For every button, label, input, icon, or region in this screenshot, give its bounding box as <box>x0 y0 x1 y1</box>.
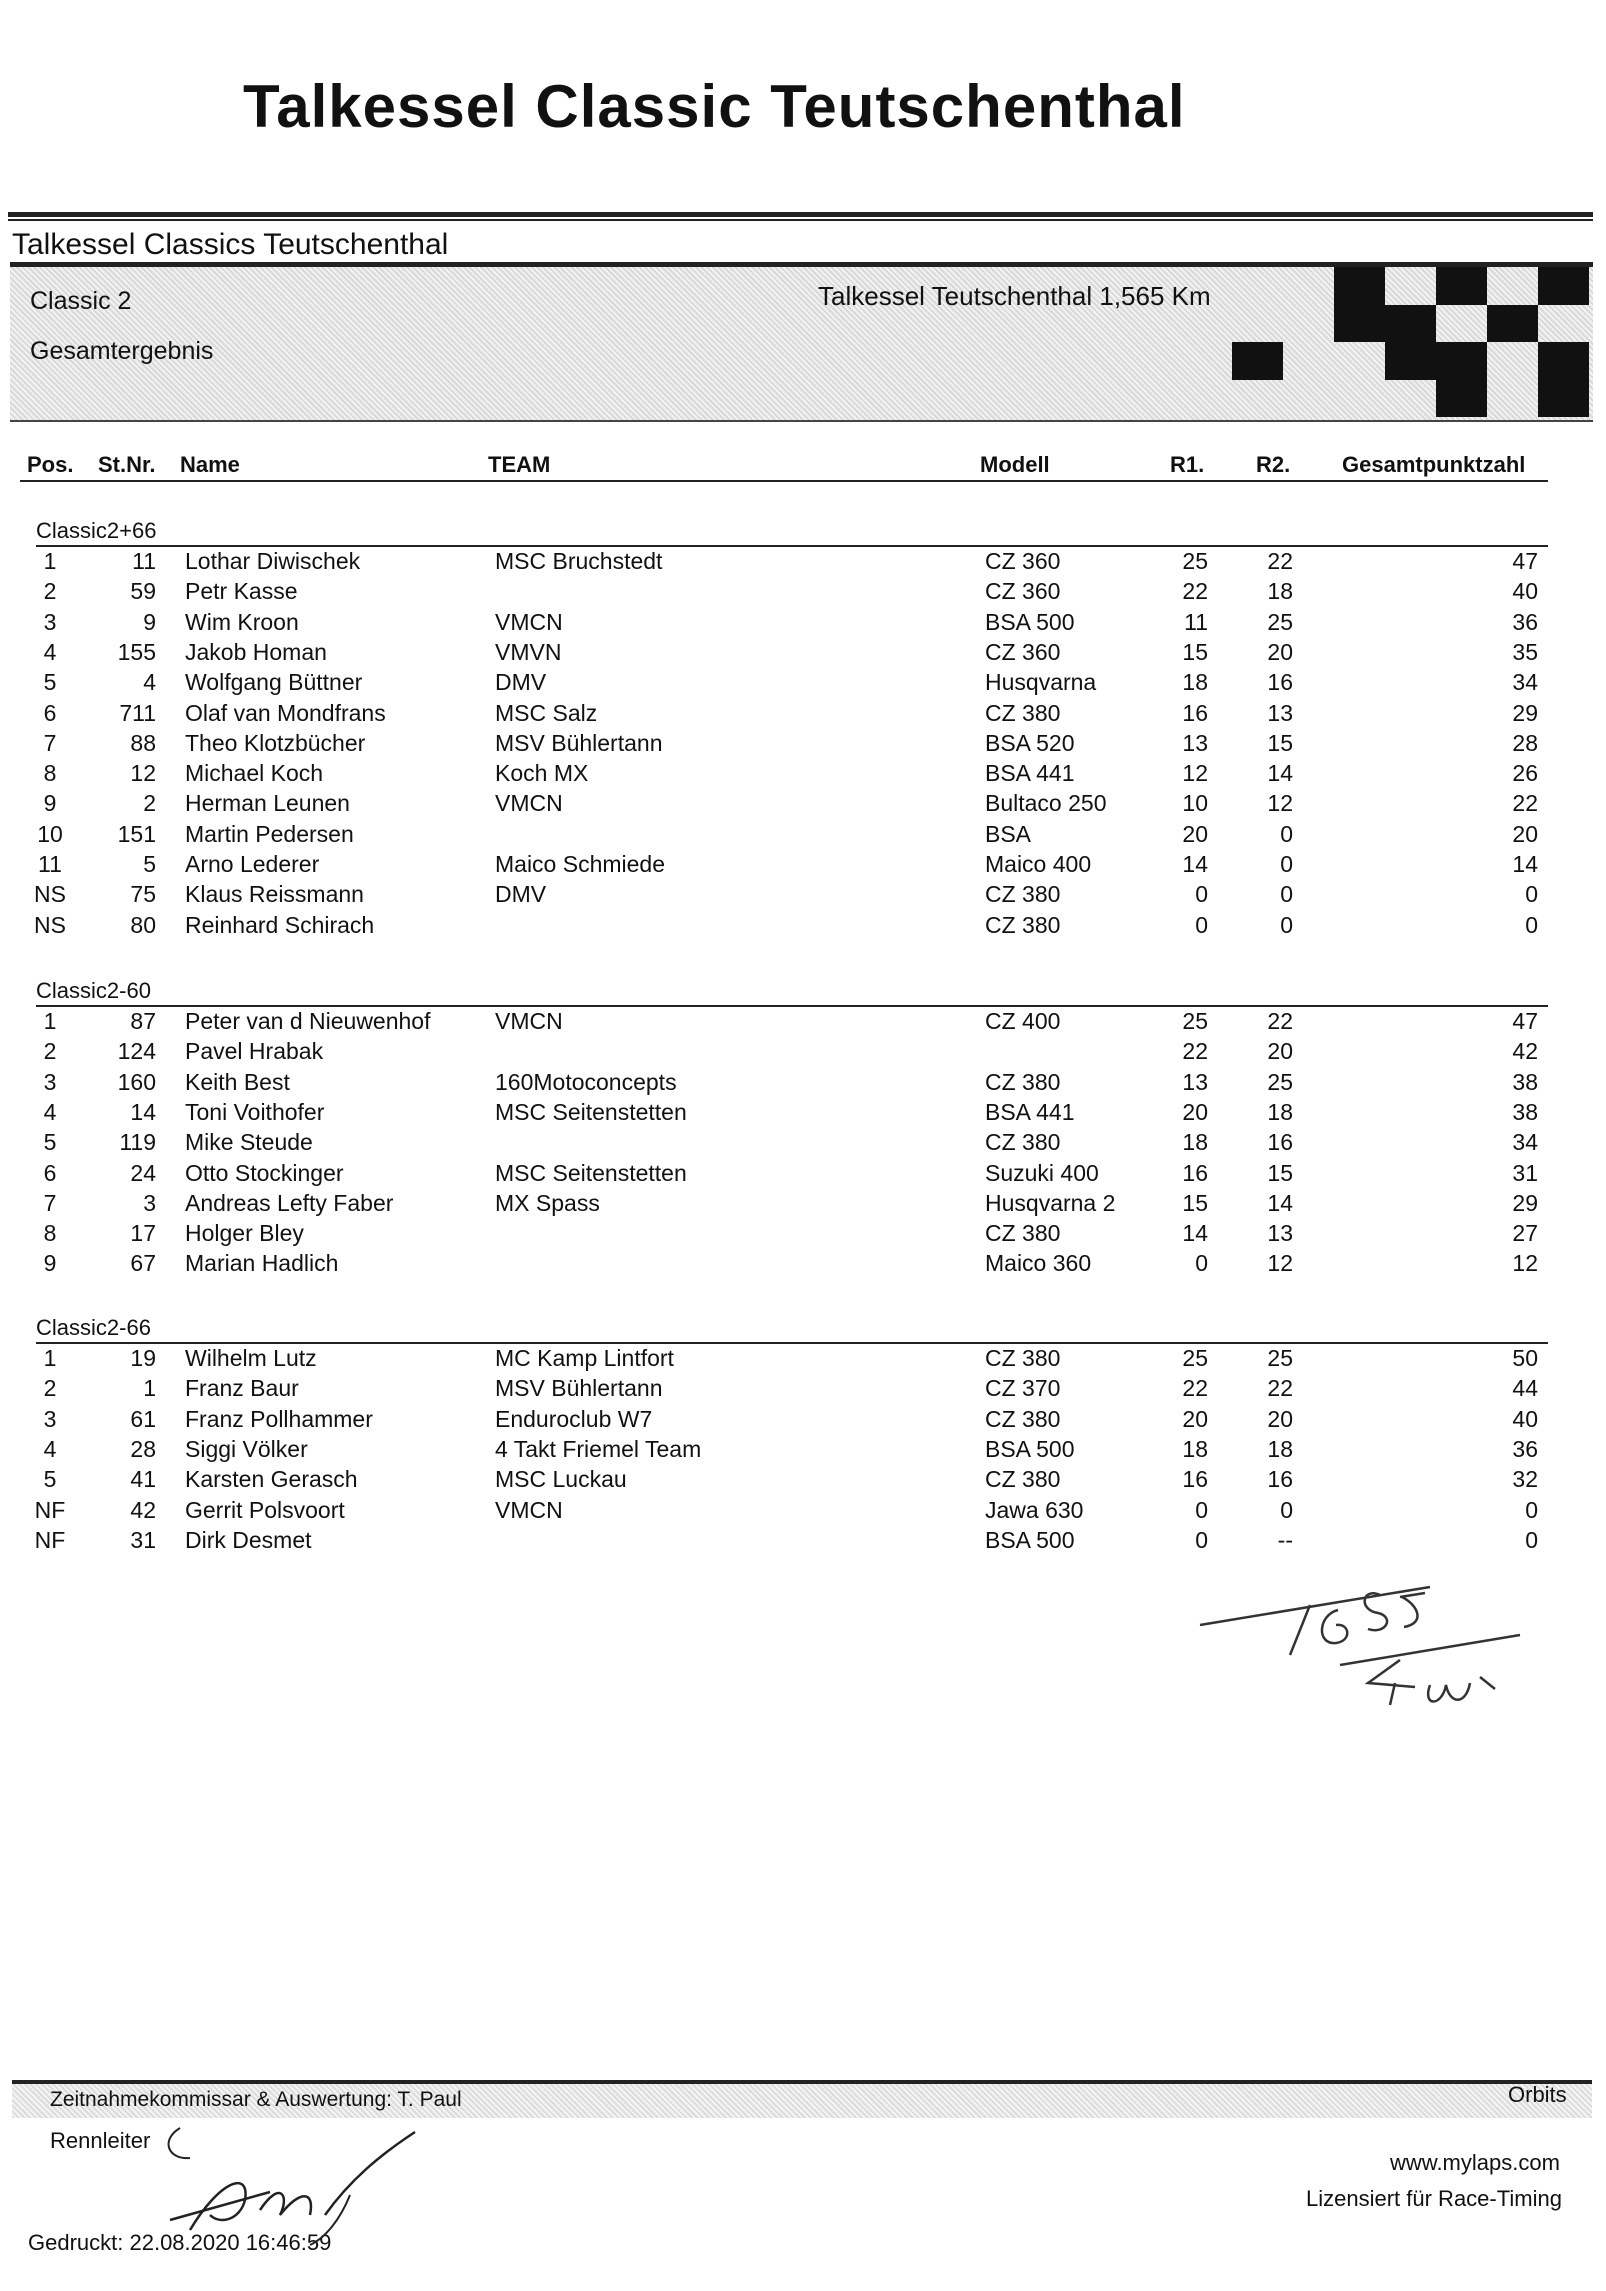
cell-model: CZ 380 <box>985 881 1061 908</box>
cell-nr: 67 <box>130 1250 156 1277</box>
cell-r2: 22 <box>1267 548 1293 574</box>
table-row <box>0 1527 1606 1557</box>
column-header-nr: St.Nr. <box>98 452 156 477</box>
cell-total: 36 <box>1512 608 1538 635</box>
cell-pos: 9 <box>43 790 57 817</box>
table-row <box>0 1497 1606 1527</box>
column-header-team: TEAM <box>488 452 551 477</box>
table-row <box>0 700 1606 730</box>
cell-r2: 0 <box>1280 820 1293 847</box>
cell-total: 22 <box>1512 790 1538 817</box>
cell-total: 31 <box>1512 1159 1538 1186</box>
column-header-total: Gesamtpunktzahl <box>1342 452 1526 477</box>
cell-name: Jakob Homan <box>185 638 327 665</box>
cell-nr: 12 <box>130 760 156 787</box>
cell-model: BSA 500 <box>985 1526 1075 1553</box>
license-text: Lizensiert für Race-Timing <box>1306 2186 1562 2211</box>
cell-model: CZ 400 <box>985 1008 1061 1034</box>
cell-pos: 7 <box>43 729 57 756</box>
cell-total: 36 <box>1512 1435 1538 1462</box>
cell-name: Martin Pedersen <box>185 820 354 847</box>
cell-name: Karsten Gerasch <box>185 1466 358 1493</box>
cell-nr: 75 <box>130 881 156 908</box>
group-label: Classic2-60 <box>36 978 151 1003</box>
cell-model: CZ 380 <box>985 1405 1061 1432</box>
table-row <box>0 821 1606 851</box>
cell-nr: 24 <box>130 1159 156 1186</box>
cell-total: 29 <box>1512 699 1538 726</box>
cell-model: BSA 520 <box>985 729 1075 756</box>
table-row <box>0 1129 1606 1159</box>
cell-model: CZ 380 <box>985 1068 1061 1095</box>
cell-r2: -- <box>1277 1526 1293 1553</box>
cell-total: 14 <box>1512 851 1538 877</box>
cell-r1: 13 <box>1182 729 1208 756</box>
cell-r2: 15 <box>1267 729 1293 756</box>
cell-r2: 13 <box>1267 1220 1293 1247</box>
cell-name: Reinhard Schirach <box>185 911 375 938</box>
cell-nr: 711 <box>119 699 156 726</box>
cell-team: MX Spass <box>495 1189 600 1216</box>
cell-nr: 17 <box>130 1220 156 1247</box>
cell-total: 34 <box>1512 669 1538 696</box>
website-link[interactable]: www.mylaps.com <box>1390 2150 1560 2175</box>
cell-r2: 14 <box>1267 1189 1293 1216</box>
column-header-r2: R2. <box>1256 452 1291 477</box>
cell-r1: 16 <box>1182 1159 1208 1186</box>
cell-pos: 1 <box>43 1345 57 1371</box>
cell-model: BSA 500 <box>985 1435 1075 1462</box>
group-rule <box>36 1005 1548 1007</box>
cell-r1: 15 <box>1182 638 1208 665</box>
cell-nr: 42 <box>130 1496 156 1523</box>
cell-nr: 155 <box>117 638 156 665</box>
cell-team: MSC Salz <box>495 699 598 726</box>
cell-total: 47 <box>1512 548 1538 574</box>
cell-pos: 3 <box>43 1068 57 1095</box>
table-row <box>0 1069 1606 1099</box>
cell-name: Michael Koch <box>185 760 324 787</box>
cell-model: CZ 380 <box>985 1129 1061 1156</box>
cell-model: BSA 500 <box>985 608 1075 635</box>
cell-name: Klaus Reissmann <box>185 881 364 908</box>
table-row <box>0 1436 1606 1466</box>
table-row <box>0 1345 1606 1375</box>
cell-model: CZ 380 <box>985 1345 1061 1371</box>
cell-r2: 22 <box>1267 1375 1293 1402</box>
cell-pos: 1 <box>43 548 57 574</box>
cell-r1: 20 <box>1182 1405 1208 1432</box>
cell-r2: 16 <box>1267 1129 1293 1156</box>
cell-name: Herman Leunen <box>185 790 350 817</box>
cell-total: 44 <box>1512 1375 1538 1402</box>
cell-nr: 41 <box>130 1466 156 1493</box>
group-rule <box>36 545 1548 547</box>
column-header-pos: Pos. <box>27 452 74 477</box>
table-row <box>0 639 1606 669</box>
header-box <box>10 262 1593 422</box>
cell-nr: 160 <box>117 1068 156 1095</box>
cell-model: CZ 380 <box>985 1466 1061 1493</box>
cell-r1: 10 <box>1182 790 1208 817</box>
table-row <box>0 1160 1606 1190</box>
cell-r2: 20 <box>1267 638 1293 665</box>
cell-total: 0 <box>1525 1526 1538 1553</box>
cell-pos: 4 <box>43 1435 57 1462</box>
cell-pos: 8 <box>43 760 57 787</box>
cell-team: MSV Bühlertann <box>495 1375 663 1402</box>
cell-pos: 9 <box>43 1250 57 1277</box>
cell-r1: 0 <box>1195 881 1208 908</box>
cell-total: 0 <box>1525 881 1538 908</box>
cell-pos: 3 <box>43 1405 57 1432</box>
event-name: Talkessel Classics Teutschenthal <box>12 228 449 261</box>
signature <box>150 2120 450 2250</box>
cell-total: 34 <box>1512 1129 1538 1156</box>
cell-nr: 151 <box>117 820 156 847</box>
cell-nr: 3 <box>143 1189 156 1216</box>
page-title: Talkessel Classic Teutschenthal <box>243 73 1186 140</box>
cell-r2: 18 <box>1267 1435 1293 1462</box>
cell-nr: 59 <box>130 578 156 605</box>
cell-nr: 119 <box>119 1129 156 1156</box>
table-row <box>0 912 1606 942</box>
table-row <box>0 1250 1606 1280</box>
cell-team: Koch MX <box>495 760 589 787</box>
cell-name: Gerrit Polsvoort <box>185 1496 345 1523</box>
cell-r2: 13 <box>1267 699 1293 726</box>
cell-total: 50 <box>1512 1345 1538 1371</box>
cell-pos: 7 <box>43 1189 57 1216</box>
cell-r2: 25 <box>1267 1068 1293 1095</box>
class-name: Classic 2 <box>30 287 132 315</box>
cell-team: Maico Schmiede <box>495 851 666 877</box>
cell-r1: 16 <box>1182 1466 1208 1493</box>
cell-r2: 20 <box>1267 1405 1293 1432</box>
column-header-model: Modell <box>980 452 1050 477</box>
cell-nr: 14 <box>130 1098 156 1125</box>
cell-nr: 124 <box>117 1038 156 1065</box>
cell-team: DMV <box>495 881 547 908</box>
cell-name: Olaf van Mondfrans <box>185 699 386 726</box>
table-row <box>0 548 1606 578</box>
cell-name: Holger Bley <box>185 1220 304 1247</box>
table-row <box>0 1220 1606 1250</box>
title-rule-thin <box>8 219 1593 221</box>
cell-nr: 80 <box>130 911 156 938</box>
cell-r1: 16 <box>1182 699 1208 726</box>
cell-pos: 2 <box>43 578 57 605</box>
cell-model: BSA <box>985 820 1032 847</box>
cell-total: 42 <box>1512 1038 1538 1065</box>
cell-nr: 87 <box>130 1008 156 1034</box>
cell-r2: 14 <box>1267 760 1293 787</box>
cell-name: Wolfgang Büttner <box>185 669 363 696</box>
cell-pos: 11 <box>38 851 62 877</box>
cell-model: CZ 380 <box>985 699 1061 726</box>
cell-team: 160Motoconcepts <box>495 1068 677 1095</box>
cell-nr: 1 <box>143 1375 156 1402</box>
cell-pos: 1 <box>43 1008 57 1034</box>
cell-team: MSC Seitenstetten <box>495 1098 687 1125</box>
cell-pos: 6 <box>43 699 57 726</box>
cell-team: VMCN <box>495 1496 563 1523</box>
cell-total: 0 <box>1525 1496 1538 1523</box>
cell-r1: 25 <box>1182 548 1208 574</box>
cell-pos: 5 <box>43 1129 57 1156</box>
cell-nr: 31 <box>130 1526 156 1553</box>
table-row <box>0 881 1606 911</box>
cell-r2: 25 <box>1267 1345 1293 1371</box>
cell-r1: 12 <box>1182 760 1208 787</box>
track-info: Talkessel Teutschenthal 1,565 Km <box>818 281 1211 311</box>
cell-r1: 25 <box>1182 1345 1208 1371</box>
cell-pos: 10 <box>37 820 63 847</box>
cell-pos: 3 <box>43 608 57 635</box>
column-header-r1: R1. <box>1170 452 1205 477</box>
cell-r1: 0 <box>1195 911 1208 938</box>
cell-model: CZ 360 <box>985 638 1061 665</box>
cell-pos: NS <box>34 881 66 908</box>
cell-model: CZ 360 <box>985 578 1061 605</box>
cell-r2: 20 <box>1267 1038 1293 1065</box>
table-row <box>0 730 1606 760</box>
cell-r1: 14 <box>1182 851 1208 877</box>
group-label: Classic2+66 <box>36 518 157 543</box>
cell-pos: 4 <box>43 638 57 665</box>
cell-nr: 88 <box>130 729 156 756</box>
cell-name: Lothar Diwischek <box>185 548 361 574</box>
cell-r1: 22 <box>1182 1038 1208 1065</box>
table-row <box>0 760 1606 790</box>
cell-total: 47 <box>1512 1008 1538 1034</box>
group-label: Classic2-66 <box>36 1315 151 1340</box>
cell-name: Wilhelm Lutz <box>185 1345 317 1371</box>
cell-total: 12 <box>1512 1250 1538 1277</box>
column-header-name: Name <box>180 452 240 477</box>
cell-total: 32 <box>1512 1466 1538 1493</box>
cell-name: Siggi Völker <box>185 1435 308 1462</box>
cell-name: Peter van d Nieuwenhof <box>185 1008 431 1034</box>
cell-r2: 22 <box>1267 1008 1293 1034</box>
cell-team: VMCN <box>495 790 563 817</box>
cell-name: Wim Kroon <box>185 608 299 635</box>
table-row <box>0 1375 1606 1405</box>
cell-model: BSA 441 <box>985 760 1075 787</box>
cell-nr: 9 <box>143 608 156 635</box>
result-type: Gesamtergebnis <box>30 337 214 365</box>
cell-team: VMCN <box>495 1008 563 1034</box>
cell-r2: 0 <box>1280 1496 1293 1523</box>
cell-total: 26 <box>1512 760 1538 787</box>
header-rule <box>20 480 1548 482</box>
cell-total: 0 <box>1525 911 1538 938</box>
cell-team: MC Kamp Lintfort <box>495 1345 674 1371</box>
cell-r1: 0 <box>1195 1250 1208 1277</box>
cell-pos: NF <box>34 1496 66 1523</box>
cell-r2: 12 <box>1267 790 1293 817</box>
cell-model: CZ 360 <box>985 548 1061 574</box>
cell-nr: 19 <box>130 1345 156 1371</box>
cell-r2: 0 <box>1280 911 1293 938</box>
cell-r2: 16 <box>1267 1466 1293 1493</box>
cell-nr: 11 <box>132 548 156 574</box>
cell-nr: 2 <box>143 790 156 817</box>
cell-r1: 20 <box>1182 820 1208 847</box>
cell-team: VMCN <box>495 608 563 635</box>
cell-r1: 22 <box>1182 578 1208 605</box>
table-row <box>0 1008 1606 1038</box>
cell-model: BSA 441 <box>985 1098 1075 1125</box>
cell-total: 27 <box>1512 1220 1538 1247</box>
orbits-text: Orbits <box>1508 2082 1567 2107</box>
cell-pos: 5 <box>43 1466 57 1493</box>
timekeeper-text: Zeitnahmekommissar & Auswertung: T. Paul <box>50 2088 462 2111</box>
cell-total: 38 <box>1512 1068 1538 1095</box>
cell-r1: 11 <box>1184 608 1208 635</box>
cell-model: CZ 370 <box>985 1375 1061 1402</box>
cell-model: Husqvarna 2 <box>985 1189 1116 1216</box>
table-row <box>0 1466 1606 1496</box>
table-row <box>0 609 1606 639</box>
cell-model: Bultaco 250 <box>985 790 1107 817</box>
cell-name: Petr Kasse <box>185 578 298 605</box>
cell-r2: 18 <box>1267 1098 1293 1125</box>
cell-total: 38 <box>1512 1098 1538 1125</box>
cell-name: Keith Best <box>185 1068 290 1095</box>
cell-name: Franz Baur <box>185 1375 299 1402</box>
table-row <box>0 1406 1606 1436</box>
cell-team: MSC Bruchstedt <box>495 548 663 574</box>
cell-team: MSV Bühlertann <box>495 729 663 756</box>
table-row <box>0 1190 1606 1220</box>
cell-team: MSC Seitenstetten <box>495 1159 687 1186</box>
cell-r2: 16 <box>1267 669 1293 696</box>
cell-nr: 61 <box>130 1405 156 1432</box>
cell-team: DMV <box>495 669 547 696</box>
cell-nr: 28 <box>130 1435 156 1462</box>
cell-name: Pavel Hrabak <box>185 1038 324 1065</box>
cell-r1: 18 <box>1182 1129 1208 1156</box>
cell-r1: 22 <box>1182 1375 1208 1402</box>
cell-pos: 2 <box>43 1038 57 1065</box>
cell-r1: 15 <box>1182 1189 1208 1216</box>
title-rule <box>8 212 1593 217</box>
cell-model: CZ 380 <box>985 1220 1061 1247</box>
cell-name: Marian Hadlich <box>185 1250 339 1277</box>
table-row <box>0 669 1606 699</box>
cell-r1: 25 <box>1182 1008 1208 1034</box>
cell-pos: NF <box>34 1526 66 1553</box>
cell-name: Franz Pollhammer <box>185 1405 373 1432</box>
cell-r2: 25 <box>1267 608 1293 635</box>
cell-r1: 14 <box>1182 1220 1208 1247</box>
cell-team: MSC Luckau <box>495 1466 627 1493</box>
cell-model: CZ 380 <box>985 911 1061 938</box>
cell-pos: 2 <box>43 1375 57 1402</box>
cell-total: 20 <box>1512 820 1538 847</box>
cell-nr: 4 <box>143 669 156 696</box>
cell-model: Jawa 630 <box>985 1496 1084 1523</box>
cell-name: Theo Klotzbücher <box>185 729 366 756</box>
cell-name: Toni Voithofer <box>185 1098 325 1125</box>
cell-total: 29 <box>1512 1189 1538 1216</box>
cell-team: 4 Takt Friemel Team <box>495 1435 702 1462</box>
cell-name: Dirk Desmet <box>185 1526 312 1553</box>
checkered-flag-icon <box>1232 267 1589 417</box>
cell-total: 40 <box>1512 1405 1538 1432</box>
cell-nr: 5 <box>143 851 156 877</box>
table-row <box>0 578 1606 608</box>
cell-name: Otto Stockinger <box>185 1159 344 1186</box>
table-row <box>0 790 1606 820</box>
cell-name: Andreas Lefty Faber <box>185 1189 394 1216</box>
cell-model: Suzuki 400 <box>985 1159 1099 1186</box>
cell-model: Maico 400 <box>985 851 1092 877</box>
cell-name: Mike Steude <box>185 1129 313 1156</box>
cell-r2: 12 <box>1267 1250 1293 1277</box>
cell-r1: 18 <box>1182 1435 1208 1462</box>
table-row <box>0 851 1606 881</box>
cell-r1: 0 <box>1195 1496 1208 1523</box>
cell-name: Arno Lederer <box>185 851 320 877</box>
cell-r2: 0 <box>1280 851 1293 877</box>
cell-total: 35 <box>1512 638 1538 665</box>
cell-total: 28 <box>1512 729 1538 756</box>
cell-team: Enduroclub W7 <box>495 1405 653 1432</box>
cell-r2: 0 <box>1280 881 1293 908</box>
cell-pos: 5 <box>43 669 57 696</box>
race-director-label: Rennleiter <box>50 2128 151 2153</box>
handwritten-note <box>1190 1565 1550 1745</box>
cell-r1: 0 <box>1195 1526 1208 1553</box>
cell-pos: NS <box>34 911 66 938</box>
cell-team: VMVN <box>495 638 562 665</box>
table-row <box>0 1099 1606 1129</box>
group-rule <box>36 1342 1548 1344</box>
cell-pos: 8 <box>43 1220 57 1247</box>
cell-model: Husqvarna <box>985 669 1097 696</box>
cell-pos: 6 <box>43 1159 57 1186</box>
table-row <box>0 1038 1606 1068</box>
cell-pos: 4 <box>43 1098 57 1125</box>
cell-r2: 15 <box>1267 1159 1293 1186</box>
cell-r1: 20 <box>1182 1098 1208 1125</box>
cell-model: Maico 360 <box>985 1250 1092 1277</box>
cell-r1: 13 <box>1182 1068 1208 1095</box>
cell-total: 40 <box>1512 578 1538 605</box>
printed-timestamp: Gedruckt: 22.08.2020 16:46:59 <box>28 2230 332 2255</box>
cell-r1: 18 <box>1182 669 1208 696</box>
cell-r2: 18 <box>1267 578 1293 605</box>
